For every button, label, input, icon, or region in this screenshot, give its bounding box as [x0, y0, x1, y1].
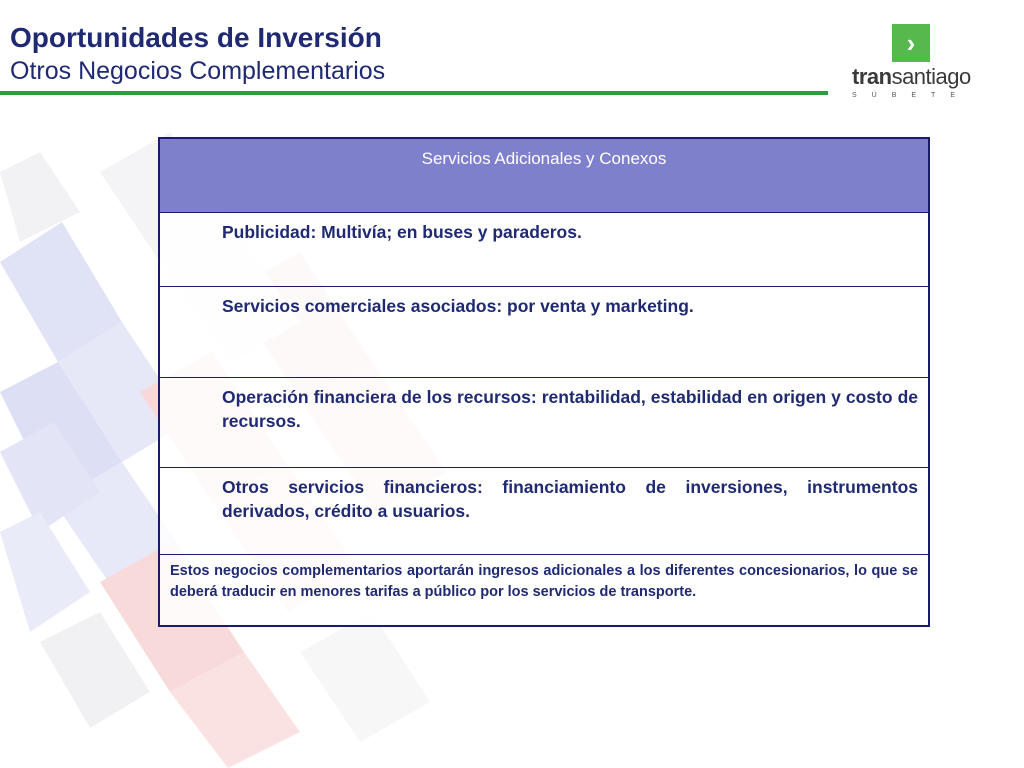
- page-subtitle: Otros Negocios Complementarios: [10, 57, 386, 85]
- page-title: Oportunidades de Inversión: [10, 22, 382, 53]
- services-footnote: Estos negocios complementarios aportarán ingresos adicionales a los diferentes concesionarios, lo que se deberá traducir en menores tarifas a público por los servicios de transporte.: [170, 563, 918, 600]
- service-item-financial-operation: Operación financiera de los recursos: rentabilidad, estabilidad en origen y costo de recursos.: [160, 378, 928, 468]
- logo-wordmark: [852, 64, 971, 90]
- logo-wordmark-rest: santiago: [891, 64, 971, 89]
- transantiago-logo: [846, 22, 976, 102]
- services-table: [158, 137, 930, 627]
- services-table-header: Servicios Adicionales y Conexos: [160, 139, 928, 213]
- chevron-right-icon: ›: [892, 24, 930, 62]
- service-item-other-financial: Otros servicios financieros: financiamiento de inversiones, instrumentos derivados, crédito a usuarios.: [160, 468, 928, 555]
- header-divider: [0, 91, 828, 95]
- service-item-commercial: Servicios comerciales asociados: por venta y marketing.: [160, 287, 928, 378]
- logo-wordmark-bold: tran: [852, 64, 892, 89]
- logo-tagline: SÚBETE: [852, 92, 971, 99]
- service-item-advertising: Publicidad: Multivía; en buses y paraderos.: [160, 213, 928, 287]
